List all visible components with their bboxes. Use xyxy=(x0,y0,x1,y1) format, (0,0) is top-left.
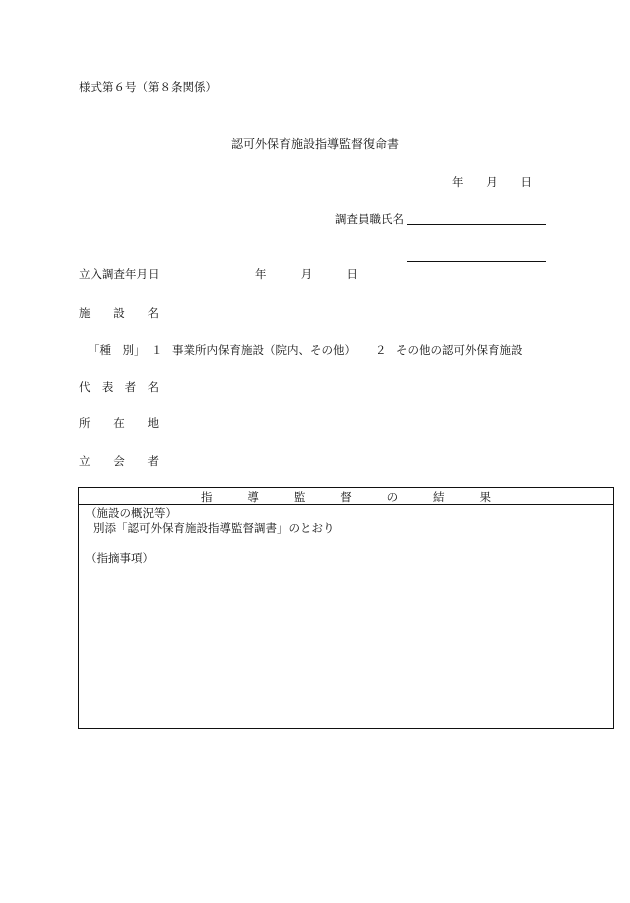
result-box xyxy=(78,487,614,729)
label-char: 名 xyxy=(147,380,159,394)
label-char: 立 xyxy=(79,454,91,468)
representative-label xyxy=(79,380,159,394)
inspector-label: 調査員職氏名 xyxy=(335,212,404,226)
label-char: 設 xyxy=(113,306,125,320)
header-char: 督 xyxy=(340,490,352,504)
type-option-2-text: その他の認可外保育施設 xyxy=(396,343,523,357)
document-title: 認可外保育施設指導監督復命書 xyxy=(231,137,400,151)
report-date-month: 月 xyxy=(486,175,498,189)
overview-text: 別添「認可外保育施設指導監督調書」のとおり xyxy=(93,521,335,535)
label-char: 表 xyxy=(101,380,114,394)
header-char: 監 xyxy=(293,490,306,504)
type-option-1-number: １ xyxy=(151,343,163,357)
overview-heading: （施設の概況等） xyxy=(85,506,177,520)
label-char: 地 xyxy=(147,416,159,430)
result-box-header-text xyxy=(201,489,491,505)
type-option-1-text: 事業所内保育施設（院内、その他） xyxy=(172,343,356,357)
attendee-label xyxy=(79,454,159,468)
header-char: の xyxy=(386,490,399,504)
result-box-header xyxy=(79,488,613,505)
label-char: 会 xyxy=(113,454,125,468)
label-char: 施 xyxy=(79,306,91,320)
inspection-date-fields xyxy=(255,267,358,281)
label-char: 在 xyxy=(113,416,125,430)
location-label xyxy=(79,416,159,430)
label-char: 者 xyxy=(147,454,159,468)
type-label: 「種 別」 xyxy=(88,343,146,357)
facility-name-label xyxy=(79,306,159,320)
label-char: 代 xyxy=(79,380,91,394)
report-date xyxy=(452,175,532,189)
report-date-day: 日 xyxy=(520,175,532,189)
label-char: 所 xyxy=(79,416,91,430)
label-char: 名 xyxy=(147,306,159,320)
inspector-name-line-1 xyxy=(407,224,546,225)
inspection-date-day: 日 xyxy=(346,267,358,281)
report-date-year: 年 xyxy=(452,175,464,189)
form-number: 様式第６号（第８条関係） xyxy=(79,80,217,94)
header-char: 指 xyxy=(201,490,213,504)
type-option-2-number: ２ xyxy=(375,343,387,357)
inspection-date-year: 年 xyxy=(255,267,267,281)
header-char: 結 xyxy=(433,490,445,504)
header-char: 導 xyxy=(247,490,259,504)
header-char: 果 xyxy=(479,490,491,504)
inspection-date-label: 立入調査年月日 xyxy=(79,267,160,281)
inspector-name-line-2 xyxy=(407,261,546,262)
findings-heading: （指摘事項） xyxy=(85,551,154,565)
label-char: 者 xyxy=(124,380,137,394)
inspection-date-month: 月 xyxy=(300,267,313,281)
